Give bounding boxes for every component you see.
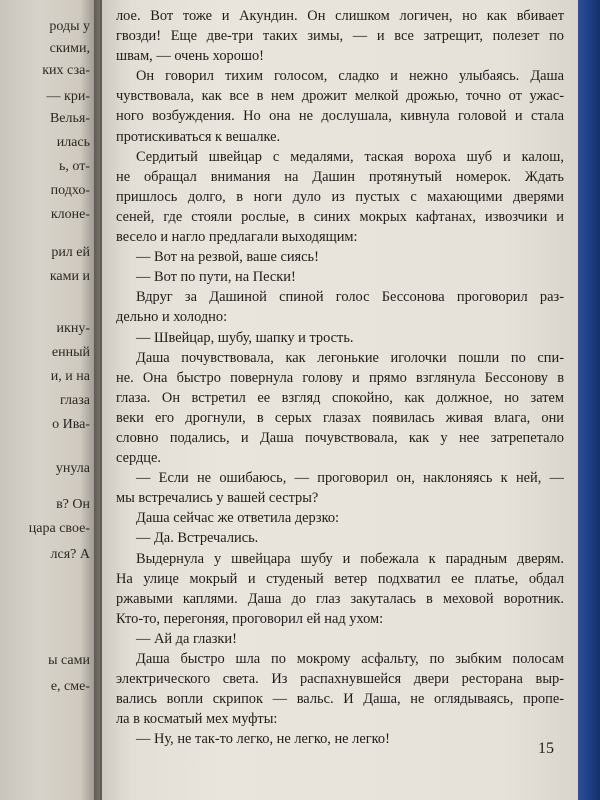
left-fragment: рил ей	[51, 245, 90, 260]
text-line: весело и нагло предлагали выходящим:	[116, 229, 358, 246]
text-line: Сердитый швейцар с медалями, таская вороха шуб и калош,	[136, 148, 564, 165]
text-line: На улице мокрый и студеный ветер подхватил ее платье, обдал	[116, 570, 564, 587]
left-fragment: унула	[55, 461, 90, 476]
text-line: ла в косматый мех муфты:	[116, 711, 278, 728]
left-fragment: — кри-	[46, 89, 90, 104]
right-page	[102, 0, 580, 800]
text-line: — Да. Встречались.	[136, 530, 259, 547]
left-fragment: илась	[56, 135, 90, 150]
left-fragment: клоне-	[50, 207, 90, 222]
left-fragment: ь, от-	[59, 159, 90, 174]
text-line: — Ну, не так-то легко, не легко, не легко!	[136, 731, 390, 748]
text-line: Он говорил тихим голосом, сладко и нежно улыбаясь. Даша	[136, 68, 564, 85]
text-line: сеней, где стояли рослые, в синих мокрых кафтанах, извозчики и	[116, 208, 564, 225]
text-line: мы встречались у вашей сестры?	[116, 490, 319, 507]
text-line: Вдруг за Дашиной спиной голос Бессонова проговорил раз-	[136, 289, 564, 306]
text-line: Даша быстро шла по мокрому асфальту, по зыбким полосам	[136, 651, 564, 667]
text-line: электрического света. Из распахнувшейся двери ресторана выр-	[116, 671, 564, 688]
left-fragment: цара свое-	[28, 521, 90, 536]
text-line: пришлось долго, в ноги дуло из пустых с махающими дверями	[116, 188, 564, 205]
text-line: — Если не ошибаюсь, — проговорил он, наклоняясь к ней, —	[136, 470, 564, 487]
text-line: вались вопли скрипок — вальс. И Даша, не оглядываясь, пропе-	[116, 691, 564, 708]
text-line: веки его дрогнули, в серых глазах появилась живая влага, они	[116, 409, 564, 426]
text-line: Даша сейчас же ответила дерзко:	[136, 510, 340, 527]
left-fragment: лся? А	[50, 547, 90, 562]
text-line: словно подались, и Даша почувствовала, как у нее затрепетало	[116, 429, 564, 446]
left-fragment: в? Он	[56, 497, 90, 512]
left-fragment: ы сами	[48, 653, 90, 668]
left-fragment: ками и	[49, 269, 90, 284]
book-cover-edge	[578, 0, 600, 800]
left-fragment: икну-	[56, 321, 90, 336]
page-text	[116, 6, 564, 749]
left-fragment: Велья-	[49, 111, 90, 126]
text-line: глаза. Он встретил ее взгляд спокойно, как должное, но затем	[116, 389, 564, 406]
text-line: дельно и холодно:	[116, 309, 228, 326]
left-fragment: енный	[51, 345, 90, 360]
text-line: швам, — очень хорошо!	[116, 48, 264, 65]
left-fragment: скими,	[49, 41, 90, 56]
text-line: протискиваться к вешалке.	[116, 128, 281, 145]
left-fragment: и, и на	[50, 369, 90, 384]
left-fragment: подхо-	[50, 183, 90, 198]
text-line: — Швейцар, шубу, шапку и трость.	[136, 329, 354, 346]
text-line: гвозди! Еще две-три таких зимы, — и все затрещит, полезет по	[116, 28, 564, 45]
left-fragment: глаза	[60, 393, 90, 408]
text-line: лое. Вот тоже и Акундин. Он слишком логичен, но как вбивает	[116, 8, 564, 24]
text-line: сердце.	[116, 450, 161, 467]
text-line: Даша почувствовала, как легонькие иголочки пошли по спи-	[136, 349, 564, 366]
text-line: — Вот на резвой, ваше сиясь!	[136, 249, 319, 266]
left-fragment: ких сза-	[42, 63, 90, 78]
text-line: не обращал внимания на Дашин протянутый номерок. Ждать	[116, 168, 564, 185]
text-line: Выдернула у швейцара шубу и побежала к парадным дверям.	[136, 550, 564, 567]
left-fragment: роды у	[49, 19, 90, 34]
text-line: чувствовала, как все в нем дрожит мелкой дрожью, точно от ужас-	[116, 88, 564, 105]
text-line: ного возбуждения. Но она не дослушала, кивнула головой и стала	[116, 108, 564, 125]
text-line: не. Она быстро повернула голову и прямо взглянула Бессонову в	[116, 369, 564, 386]
text-line: — Ай да глазки!	[136, 630, 237, 647]
left-fragment: е, сме-	[50, 679, 90, 694]
page-number: 15	[538, 740, 554, 757]
left-page	[0, 0, 100, 800]
text-line: ржавыми каплями. Даша до глаз закуталась в меховой воротник.	[116, 590, 564, 607]
left-fragment: о Ива-	[52, 417, 90, 432]
text-line: Кто-то, перегоняя, проговорил ей над ухом:	[116, 610, 384, 627]
text-line: — Вот по пути, на Пески!	[136, 269, 296, 286]
